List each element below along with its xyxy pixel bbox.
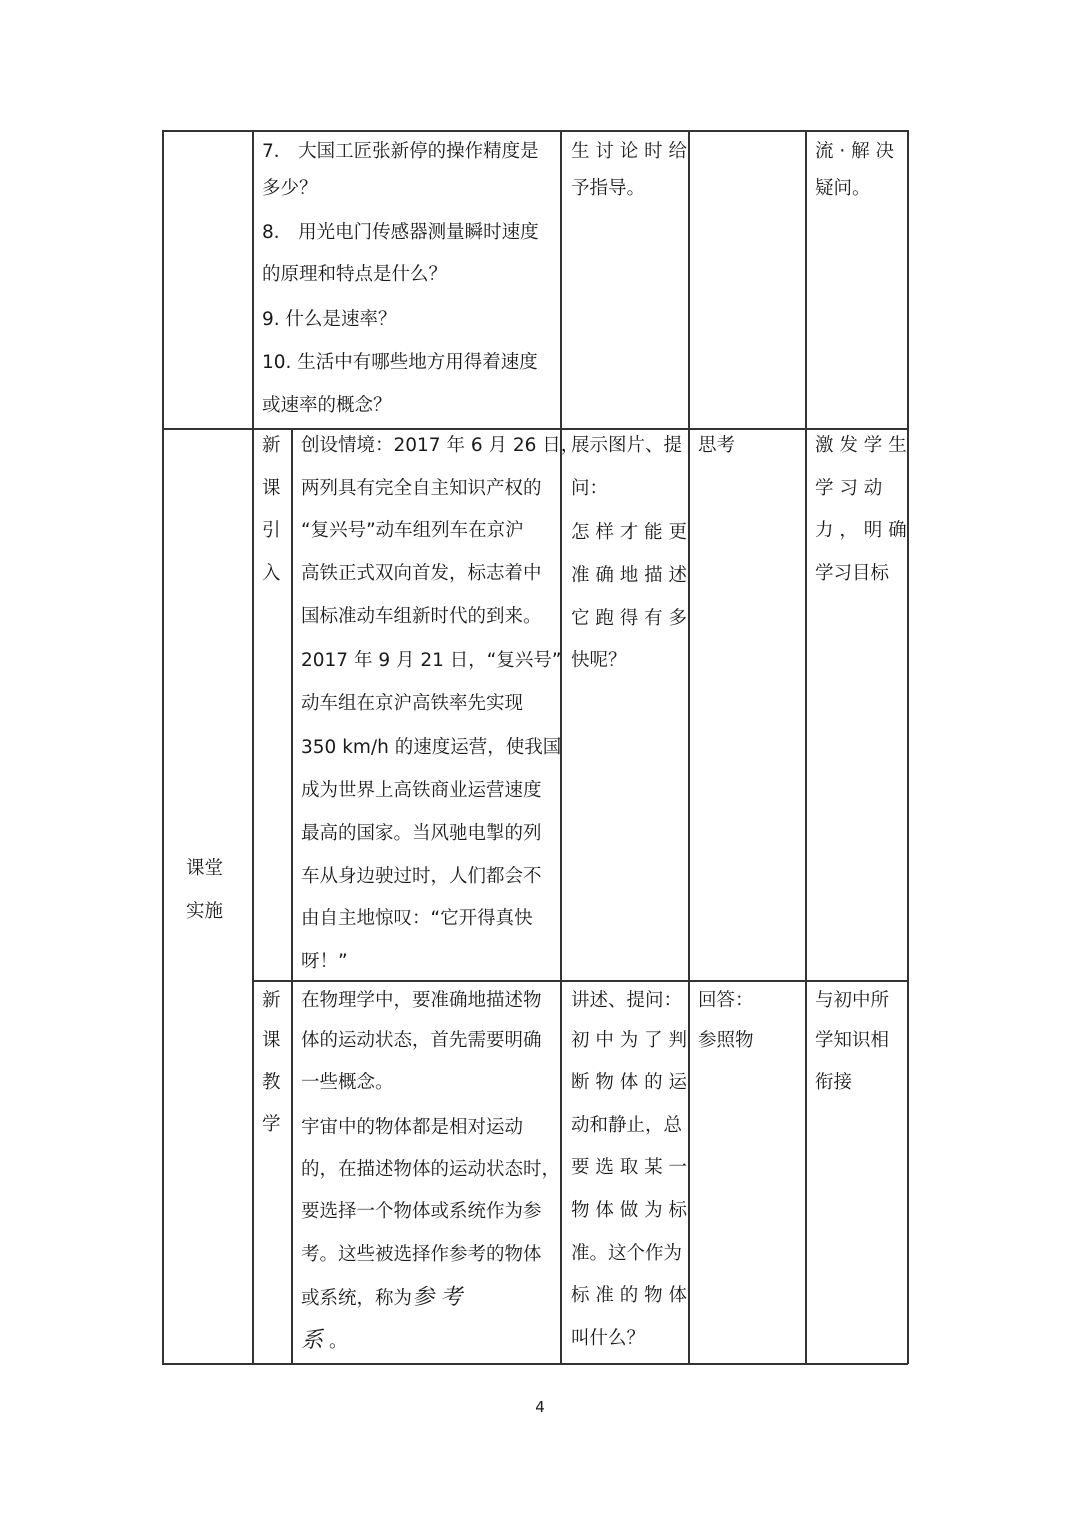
col-divider	[252, 130, 254, 1364]
teaching-content-line: 体的运动状态，首先需要明确	[301, 1030, 542, 1051]
purpose-line: 衔接	[815, 1072, 853, 1093]
intro-content-line: 车从身边驶过时，人们都会不	[301, 866, 542, 887]
intro-content-line: 2017 年 9 月 21 日，“复兴号”	[301, 650, 562, 671]
intro-content-line: 两列具有完全自主知识产权的	[301, 478, 542, 499]
purpose-line: 激 发 学 生	[815, 435, 907, 456]
question-9: 9. 什么是速率？	[262, 309, 397, 330]
intro-content-line: 呀！”	[301, 951, 348, 972]
purpose-line: 流 · 解 决	[815, 141, 895, 162]
purpose-line: 学知识相	[815, 1030, 890, 1051]
question-10-line-2: 或速率的概念？	[262, 395, 392, 416]
col-divider	[805, 130, 807, 1364]
teaching-content-line: 要选择一个物体或系统作为参	[301, 1201, 542, 1222]
teacher-activity-line: 动和静止，总	[571, 1115, 683, 1136]
teaching-content-line	[301, 1320, 348, 1364]
teacher-activity-line: 叫什么？	[571, 1328, 646, 1349]
teacher-activity-line: 生 讨 论 时 给	[571, 141, 688, 162]
intro-content-line: 350 km/h 的速度运营，使我国	[301, 737, 562, 758]
row-divider	[162, 1363, 908, 1365]
intro-label-char: 入	[262, 563, 281, 584]
teacher-activity-line: 问：	[571, 478, 609, 499]
question-7-line-2: 多少？	[262, 178, 318, 199]
intro-label-char: 新	[262, 435, 281, 456]
purpose-line: 力 ， 明 确	[815, 520, 907, 541]
teacher-activity-line: 怎 样 才 能 更	[571, 522, 688, 543]
teacher-activity-line: 展示图片、提	[571, 435, 683, 456]
teacher-activity-line: 快呢？	[571, 650, 627, 671]
purpose-line: 疑问。	[815, 178, 871, 199]
purpose-line: 学习目标	[815, 563, 890, 584]
intro-label-char: 课	[262, 478, 281, 499]
col-divider	[162, 130, 164, 1364]
teaching-label-char: 课	[262, 1030, 281, 1051]
teacher-activity-line: 标 准 的 物 体	[571, 1285, 688, 1306]
intro-content-line: 由自主地惊叹：“它开得真快	[301, 908, 533, 929]
question-8-line-1: 8． 用光电门传感器测量瞬时速度	[262, 222, 539, 243]
teaching-content-line: 在物理学中，要准确地描述物	[301, 990, 542, 1011]
question-8-line-2: 的原理和特点是什么？	[262, 264, 448, 285]
student-activity-line: 回答：	[698, 990, 754, 1011]
teacher-activity-line: 断 物 体 的 运	[571, 1072, 688, 1093]
teaching-content-line: 一些概念。	[301, 1072, 394, 1093]
teacher-activity-line: 要 选 取 某 一	[571, 1157, 688, 1178]
teacher-activity-line: 初 中 为 了 判	[571, 1030, 688, 1051]
intro-content-line: 国标准动车组新时代的到来。	[301, 606, 542, 627]
teaching-label-char: 学	[262, 1114, 281, 1135]
question-7-line-1: 7． 大国工匠张新停的操作精度是	[262, 141, 539, 162]
teaching-content-line	[301, 1277, 468, 1321]
teacher-activity-line: 准 确 地 描 述	[571, 565, 688, 586]
page-number: 4	[535, 1398, 545, 1416]
stage-label-line: 课堂	[186, 858, 224, 879]
teacher-activity-line: 物 体 做 为 标	[571, 1200, 688, 1221]
teaching-content-line: 的，在描述物体的运动状态时，	[301, 1159, 561, 1180]
intro-content-line: 创设情境：2017 年 6 月 26 日，	[301, 435, 580, 456]
intro-content-line: 动车组在京沪高铁率先实现	[301, 693, 524, 714]
teacher-activity-line: 准。这个作为	[571, 1243, 683, 1264]
intro-content-line: “复兴号”动车组列车在京沪	[301, 520, 524, 541]
teaching-content-text: 或系统，称为	[301, 1288, 413, 1309]
teacher-activity-line: 它 跑 得 有 多	[571, 608, 688, 629]
intro-content-line: 最高的国家。当风驰电掣的列	[301, 823, 542, 844]
stage-label-line: 实施	[186, 901, 224, 922]
handwritten-term: 参考	[412, 1285, 469, 1310]
teaching-content-line: 宇宙中的物体都是相对运动	[301, 1117, 524, 1138]
student-activity: 思考	[698, 435, 736, 456]
intro-label-char: 引	[262, 520, 281, 541]
teaching-label-char: 教	[262, 1072, 281, 1093]
teacher-activity-line: 予指导。	[571, 178, 646, 199]
purpose-line: 学 习 动	[815, 478, 883, 499]
col-divider	[688, 130, 690, 1364]
intro-content-line: 成为世界上高铁商业运营速度	[301, 780, 542, 801]
teaching-end-mark: 。	[329, 1331, 348, 1352]
col-divider	[907, 130, 909, 1364]
teacher-activity-line: 讲述、提问：	[571, 990, 683, 1011]
student-activity-line: 参照物	[698, 1030, 754, 1051]
teaching-label-char: 新	[262, 990, 281, 1011]
teaching-content-line: 考。这些被选择作参考的物体	[301, 1244, 542, 1265]
intro-content-line: 高铁正式双向首发，标志着中	[301, 563, 542, 584]
purpose-line: 与初中所	[815, 990, 890, 1011]
handwritten-term: 系	[301, 1328, 330, 1353]
question-10-line-1: 10. 生活中有哪些地方用得着速度	[262, 352, 538, 373]
col-divider	[291, 428, 293, 1364]
